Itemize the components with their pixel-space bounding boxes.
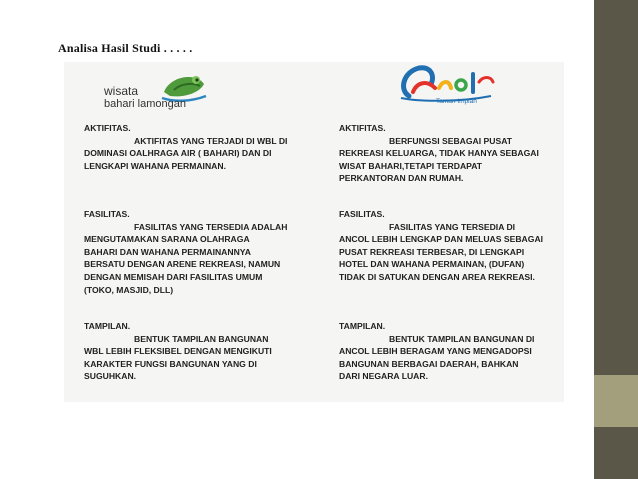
left-aktifitas-section xyxy=(84,122,287,172)
left-fasilitas-body: MENGUTAMAKAN SARANA OLAHRAGA BAHARI DAN WAHANA PERMAINANNYA BERSATU DENGAN ARENE REKREASI, NAMUN DENGAN MEMISAH DARI FASILITAS UMUM (TOKO, MASJID, DLL) xyxy=(84,234,281,295)
left-tampilan-body: WBL LEBIH FLEKSIBEL DENGAN MENGIKUTI KARAKTER FUNGSI BANGUNAN YANG DI SUGUHKAN. xyxy=(84,346,272,382)
right-aktifitas-section xyxy=(339,122,539,185)
right-fasilitas-body: ANCOL LEBIH LENGKAP DAN MELUAS SEBAGAI PUSAT REKREASI TERBESAR, DI LENGKAPI HOTEL DAN WAHANA PERMAINAN, (DUFAN) TIDAK DI SATUKAN DENGAN AREA REKREASI. xyxy=(339,234,544,282)
right-fasilitas-section xyxy=(339,208,543,284)
left-tampilan-heading: TAMPILAN. xyxy=(84,321,131,331)
left-aktifitas-heading: AKTIFITAS. xyxy=(84,123,131,133)
logo-bahari-lamongan-text: bahari lamongan xyxy=(104,98,186,110)
left-fasilitas-section xyxy=(84,208,287,296)
ancol-wordmark-icon xyxy=(391,62,501,102)
right-aktifitas-first-line: BERFUNGSI SEBAGAI PUSAT xyxy=(389,135,513,146)
right-fasilitas-heading: FASILITAS. xyxy=(339,209,385,219)
sidebar-accent-block xyxy=(594,375,638,427)
left-fasilitas-first-line: FASILITAS YANG TERSEDIA ADALAH xyxy=(134,221,288,232)
right-tampilan-section xyxy=(339,320,534,383)
right-tampilan-first-line: BENTUK TAMPILAN BANGUNAN DI xyxy=(389,333,535,344)
slide-title: Analisa Hasil Studi . . . . . xyxy=(58,41,193,55)
wisata-bahari-lamongan-logo xyxy=(82,70,212,118)
ancol-tagline: Taman Impian xyxy=(436,98,477,105)
left-tampilan-section xyxy=(84,320,272,383)
right-aktifitas-body: REKREASI KELUARGA, TIDAK HANYA SEBAGAI WISAT BAHARI,TETAPI TERDAPAT PERKANTORAN DAN RUMAH. xyxy=(339,148,539,184)
right-tampilan-body: ANCOL LEBIH BERAGAM YANG MENGADOPSI BANGUNAN BERBAGAI DAERAH, BAHKAN DARI NEGARA LUAR. xyxy=(339,346,532,382)
left-fasilitas-heading: FASILITAS. xyxy=(84,209,130,219)
left-tampilan-first-line: BENTUK TAMPILAN BANGUNAN xyxy=(134,333,269,344)
logo-wisata-text: wisata xyxy=(104,84,139,98)
right-aktifitas-heading: AKTIFITAS. xyxy=(339,123,386,133)
left-aktifitas-first-line: AKTIFITAS YANG TERJADI DI WBL DI xyxy=(134,135,288,146)
left-aktifitas-body: DOMINASI OALHRAGA AIR ( BAHARI) DAN DI LENGKAPI WAHANA PERMAINAN. xyxy=(84,148,272,171)
ancol-logo xyxy=(391,62,511,112)
right-tampilan-heading: TAMPILAN. xyxy=(339,321,386,331)
right-fasilitas-first-line: FASILITAS YANG TERSEDIA DI xyxy=(389,221,516,232)
comparison-image xyxy=(64,62,564,402)
